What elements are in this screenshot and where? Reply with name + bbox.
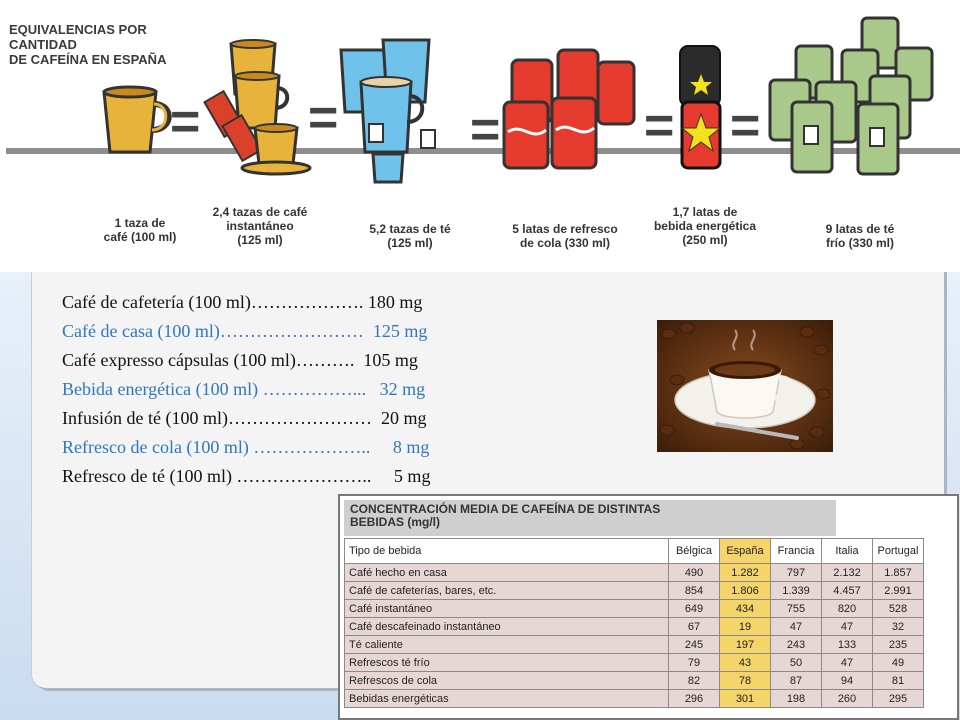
table-row	[345, 564, 924, 582]
table-cell-value: 649	[669, 600, 720, 618]
table-cell-value: 820	[822, 600, 873, 618]
equals-sign-1: =	[170, 93, 201, 151]
table-cell-value: 260	[822, 690, 873, 708]
table-title	[344, 500, 836, 536]
list-item: Infusión de té (100 ml)…………………… 20 mg	[62, 408, 427, 428]
energy-drink-can-icon	[678, 44, 728, 174]
column-header: Italia	[822, 539, 873, 564]
table-cell-value: 301	[720, 690, 771, 708]
table-cell-value: 4.457	[822, 582, 873, 600]
list-item: Café de casa (100 ml)…………………… 125 mg	[62, 321, 428, 341]
table-cell-label: Café descafeinado instantáneo	[345, 618, 669, 636]
infographic-title	[9, 22, 209, 67]
list-item: Café de cafetería (100 ml)………………. 180 mg	[62, 292, 423, 312]
iced-tea-can-icon	[768, 6, 948, 196]
caffeine-equivalence-infographic	[0, 0, 960, 272]
table-cell-value: 854	[669, 582, 720, 600]
table-cell-value: 19	[720, 618, 771, 636]
infographic-title-line2: DE CAFEÍNA EN ESPAÑA	[9, 52, 167, 67]
table-cell-label: Refrescos de cola	[345, 672, 669, 690]
infographic-title-line1: EQUIVALENCIAS POR CANTIDAD	[9, 22, 147, 52]
table-title-line2: BEBIDAS (mg/l)	[350, 515, 440, 529]
table-row	[345, 672, 924, 690]
caption-energy-drink: 1,7 latas de bebida energética (250 ml)	[653, 205, 757, 247]
table-row	[345, 636, 924, 654]
table-cell-value: 1.806	[720, 582, 771, 600]
table-cell-value: 2.991	[873, 582, 924, 600]
table-cell-value: 1.282	[720, 564, 771, 582]
caption-coffee: 1 taza de café (100 ml)	[103, 216, 177, 244]
table-cell-label: Té caliente	[345, 636, 669, 654]
table-row	[345, 690, 924, 708]
table-cell-value: 1.339	[771, 582, 822, 600]
table-cell-value: 87	[771, 672, 822, 690]
table-cell-value: 198	[771, 690, 822, 708]
tea-mug-icon	[337, 30, 447, 190]
instant-coffee-icon	[205, 36, 315, 186]
table-cell-value: 81	[873, 672, 924, 690]
table-cell-value: 2.132	[822, 564, 873, 582]
caption-instant-coffee: 2,4 tazas de café instantáneo (125 ml)	[212, 205, 308, 247]
equals-sign-3: =	[470, 101, 501, 159]
list-item: Bebida energética (100 ml) ……………... 32 mg	[62, 379, 426, 399]
caption-tea: 5,2 tazas de té (125 ml)	[369, 222, 451, 250]
table-cell-value: 79	[669, 654, 720, 672]
cola-can-icon	[502, 42, 642, 182]
table-cell-value: 47	[822, 654, 873, 672]
table-cell-value: 490	[669, 564, 720, 582]
table-cell-value: 755	[771, 600, 822, 618]
caption-iced-tea: 9 latas de té frío (330 ml)	[825, 222, 895, 250]
table-cell-value: 67	[669, 618, 720, 636]
caffeine-concentration-table	[338, 494, 959, 720]
table-cell-value: 528	[873, 600, 924, 618]
table-cell-value: 133	[822, 636, 873, 654]
table-cell-value: 235	[873, 636, 924, 654]
table-cell-value: 94	[822, 672, 873, 690]
table-cell-value: 50	[771, 654, 822, 672]
table-cell-value: 47	[771, 618, 822, 636]
table-cell-value: 296	[669, 690, 720, 708]
column-header: España	[720, 539, 771, 564]
table-cell-value: 49	[873, 654, 924, 672]
table-cell-value: 295	[873, 690, 924, 708]
table-cell-value: 43	[720, 654, 771, 672]
table-cell-value: 434	[720, 600, 771, 618]
table-cell-value: 197	[720, 636, 771, 654]
list-item: Café expresso cápsulas (100 ml)………. 105 mg	[62, 350, 418, 370]
table-cell-value: 78	[720, 672, 771, 690]
table-cell-label: Bebidas energéticas	[345, 690, 669, 708]
table-row	[345, 654, 924, 672]
table-cell-value: 243	[771, 636, 822, 654]
list-item: Refresco de té (100 ml) ………………….. 5 mg	[62, 466, 431, 486]
column-header: Portugal	[873, 539, 924, 564]
coffee-cup-icon	[98, 84, 178, 164]
table-cell-value: 32	[873, 618, 924, 636]
table-cell-label: Café instantáneo	[345, 600, 669, 618]
coffee-cup-photo	[657, 320, 833, 452]
table-row	[345, 582, 924, 600]
table-header-row	[345, 539, 924, 564]
table-cell-value: 797	[771, 564, 822, 582]
table-row	[345, 618, 924, 636]
table-cell-label: Café hecho en casa	[345, 564, 669, 582]
table-row	[345, 600, 924, 618]
column-header: Tipo de bebida	[345, 539, 669, 564]
caption-cola: 5 latas de refresco de cola (330 ml)	[512, 222, 618, 250]
table-cell-value: 47	[822, 618, 873, 636]
table-title-line1: CONCENTRACIÓN MEDIA DE CAFEÍNA DE DISTINTAS	[350, 502, 661, 516]
equals-sign-4: =	[644, 97, 675, 155]
equals-sign-5: =	[730, 97, 761, 155]
table-cell-value: 245	[669, 636, 720, 654]
table-cell-label: Refrescos té frío	[345, 654, 669, 672]
column-header: Francia	[771, 539, 822, 564]
table-cell-value: 82	[669, 672, 720, 690]
column-header: Bélgica	[669, 539, 720, 564]
equals-sign-2: =	[308, 89, 339, 147]
caffeine-content-list	[62, 288, 430, 491]
table-cell-value: 1.857	[873, 564, 924, 582]
list-item: Refresco de cola (100 ml) ……………….. 8 mg	[62, 437, 430, 457]
table-cell-label: Café de cafeterías, bares, etc.	[345, 582, 669, 600]
data-table	[344, 538, 924, 708]
